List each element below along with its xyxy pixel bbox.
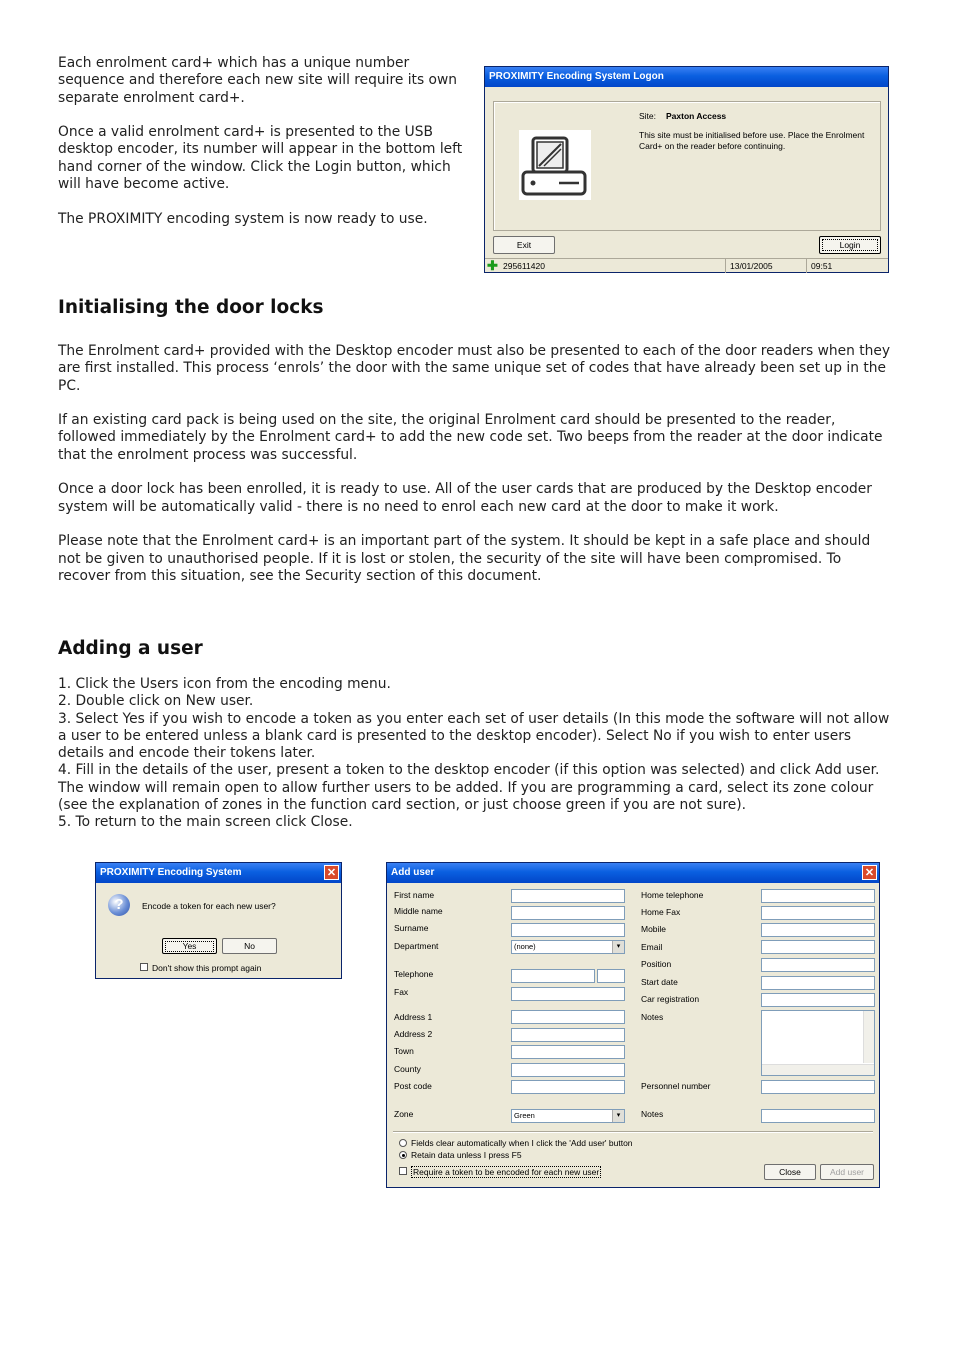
chevron-down-icon[interactable]: ▾ <box>612 1110 624 1122</box>
section1-paragraph-4: Please note that the Enrolment card+ is an important part of the system. It should be kept in a safe place and should not be given to unauthorised people. If it is lost or stolen, the security of the site will have been compromised. To recover from this situation, see the Security section of this document. <box>58 533 871 584</box>
telephone-extension-field[interactable] <box>597 969 625 983</box>
prompt-title: PROXIMITY Encoding System <box>100 867 242 878</box>
adduser-title-bar <box>387 863 879 883</box>
site-value: Paxton Access <box>666 111 727 121</box>
section-heading-adding-user: Adding a user <box>58 638 203 659</box>
label-middle-name: Middle name <box>394 906 443 916</box>
zone-select[interactable] <box>511 1109 625 1123</box>
middle-name-field[interactable] <box>511 906 625 920</box>
notes-scrollbar[interactable] <box>863 1011 874 1063</box>
label-car-registration: Car registration <box>641 994 700 1004</box>
label-start-date: Start date <box>641 977 678 987</box>
section1-paragraph-3: Once a door lock has been enrolled, it is ready to use. All of the user cards that are produced by the Desktop encoder system will be automatically valid - there is no need to enrol each new card at the door to make it work. <box>58 481 872 515</box>
fields-clear-radio[interactable] <box>399 1139 407 1147</box>
step-item: 4. Fill in the details of the user, present a token to the desktop encoder (if this option was selected) and click Add user. The window will remain open to allow further users to be added. If you are programming a card, select its zone colour (see the explanation of zones in the function card section, or just choose green if you are not sure). <box>58 762 880 814</box>
retain-data-label: Retain data unless I press F5 <box>411 1150 522 1160</box>
status-divider-2 <box>806 259 807 273</box>
section-heading-initialising: Initialising the door locks <box>58 297 324 318</box>
department-value: (none) <box>514 942 536 951</box>
label-home-fax: Home Fax <box>641 907 681 917</box>
home-telephone-field[interactable] <box>761 889 875 903</box>
status-date: 13/01/2005 <box>730 261 773 271</box>
label-fax: Fax <box>394 987 409 997</box>
label-position: Position <box>641 959 672 969</box>
close-icon[interactable]: ✕ <box>862 865 877 880</box>
dont-show-checkbox[interactable] <box>140 963 148 971</box>
add-user-button[interactable]: Add user <box>820 1164 874 1180</box>
encoder-icon <box>519 130 591 200</box>
label-first-name: First name <box>394 890 435 900</box>
label-zone: Zone <box>394 1109 414 1119</box>
fax-field[interactable] <box>511 987 625 1001</box>
notes-2-field[interactable] <box>761 1109 875 1123</box>
section1-paragraph-2: If an existing card pack is being used on the site, the original Enrolment card should be presented to the reader, followed immediately by the Enrolment card+ to add the new code set. Two beeps from the reader at the door indicate that the enrolment process was successful. <box>58 412 883 463</box>
section1-paragraph-1: The Enrolment card+ provided with the Desktop encoder must also be presented to each of the door readers when they are first installed. This process ‘enrols’ the door with the same unique set of codes that have already been set up in the PC. <box>58 343 891 394</box>
label-telephone: Telephone <box>394 969 434 979</box>
department-select[interactable] <box>511 940 625 954</box>
label-personnel-number: Personnel number <box>641 1081 711 1091</box>
fields-clear-label: Fields clear automatically when I click the 'Add user' button <box>411 1138 633 1148</box>
step-item: 5. To return to the main screen click Close. <box>58 814 353 831</box>
dont-show-label: Don't show this prompt again <box>152 963 262 973</box>
surname-field[interactable] <box>511 923 625 937</box>
adduser-title: Add user <box>391 867 435 878</box>
status-plus-icon: ✚ <box>487 258 498 273</box>
notes-hscrollbar[interactable] <box>762 1064 874 1075</box>
prompt-title-bar <box>96 863 341 883</box>
town-field[interactable] <box>511 1045 625 1059</box>
card-number: 295611420 <box>503 261 545 271</box>
login-button-label: Login <box>822 239 878 251</box>
email-field[interactable] <box>761 940 875 954</box>
mobile-field[interactable] <box>761 923 875 937</box>
require-token-label: Require a token to be encoded for each new user <box>413 1167 600 1177</box>
address-1-field[interactable] <box>511 1010 625 1024</box>
label-mobile: Mobile <box>641 924 667 934</box>
status-time: 09:51 <box>811 261 833 271</box>
step-item: 3. Select Yes if you wish to encode a token as you enter each set of user details (In this mode the software will not allow a user to be entered unless a blank card is presented to the desktop encoder). Select No if you wish to enter users details and encode their tokens later. <box>58 710 890 762</box>
notes-textarea[interactable] <box>761 1010 875 1076</box>
personnel-number-field[interactable] <box>761 1080 875 1094</box>
prompt-question: Encode a token for each new user? <box>142 901 276 911</box>
add-user-window <box>386 862 880 1188</box>
county-field[interactable] <box>511 1063 625 1077</box>
yes-button-label: Yes <box>165 941 214 952</box>
chevron-down-icon[interactable]: ▾ <box>612 941 624 953</box>
address-2-field[interactable] <box>511 1028 625 1042</box>
label-county: County <box>394 1064 421 1074</box>
intro-text <box>58 55 463 245</box>
label-address-2: Address 2 <box>394 1029 433 1039</box>
label-department: Department <box>394 941 439 951</box>
close-icon[interactable]: ✕ <box>324 865 339 880</box>
label-home-telephone: Home telephone <box>641 890 704 900</box>
label-town: Town <box>394 1046 414 1056</box>
post-code-field[interactable] <box>511 1080 625 1094</box>
label-notes-2: Notes <box>641 1109 664 1119</box>
yes-button[interactable] <box>162 938 217 954</box>
home-fax-field[interactable] <box>761 906 875 920</box>
logon-message: This site must be initialised before use. Place the Enrolment Card+ on the reader before continuing. <box>639 130 865 151</box>
status-divider-1 <box>725 259 726 273</box>
first-name-field[interactable] <box>511 889 625 903</box>
zone-value: Green <box>514 1111 535 1120</box>
question-icon: ? <box>108 894 130 916</box>
label-email: Email <box>641 942 663 952</box>
start-date-field[interactable] <box>761 976 875 990</box>
adding-user-steps <box>58 676 898 832</box>
telephone-field[interactable] <box>511 969 595 983</box>
no-button[interactable]: No <box>222 938 277 954</box>
step-item: 2. Double click on New user. <box>58 693 254 710</box>
close-button[interactable]: Close <box>764 1164 816 1180</box>
require-token-checkbox[interactable] <box>399 1167 407 1175</box>
options-separator <box>393 1131 873 1133</box>
logon-title-bar <box>485 67 888 87</box>
logon-status-bar <box>485 258 888 273</box>
logon-title: PROXIMITY Encoding System Logon <box>489 71 664 82</box>
logon-window <box>484 66 889 273</box>
label-notes: Notes <box>641 1012 664 1022</box>
retain-data-radio[interactable] <box>399 1151 407 1159</box>
exit-button[interactable]: Exit <box>493 236 555 254</box>
intro-paragraph-1: Each enrolment card+ which has a unique number sequence and therefore each new site will require its own separate enrolment card+. <box>58 55 458 106</box>
label-surname: Surname <box>394 923 429 933</box>
position-field[interactable] <box>761 958 875 972</box>
label-address-1: Address 1 <box>394 1012 433 1022</box>
step-item: 1. Click the Users icon from the encoding menu. <box>58 676 391 692</box>
label-post-code: Post code <box>394 1081 432 1091</box>
login-button[interactable] <box>819 236 881 254</box>
car-registration-field[interactable] <box>761 993 875 1007</box>
encode-prompt-dialog <box>95 862 342 979</box>
intro-paragraph-3: The PROXIMITY encoding system is now ready to use. <box>58 210 428 227</box>
intro-paragraph-2: Once a valid enrolment card+ is presented to the USB desktop encoder, its number will appear in the bottom left hand corner of the window. Click the Login button, which will have become active. <box>58 124 463 193</box>
section1-text <box>58 343 896 602</box>
site-label: Site: <box>639 111 657 121</box>
